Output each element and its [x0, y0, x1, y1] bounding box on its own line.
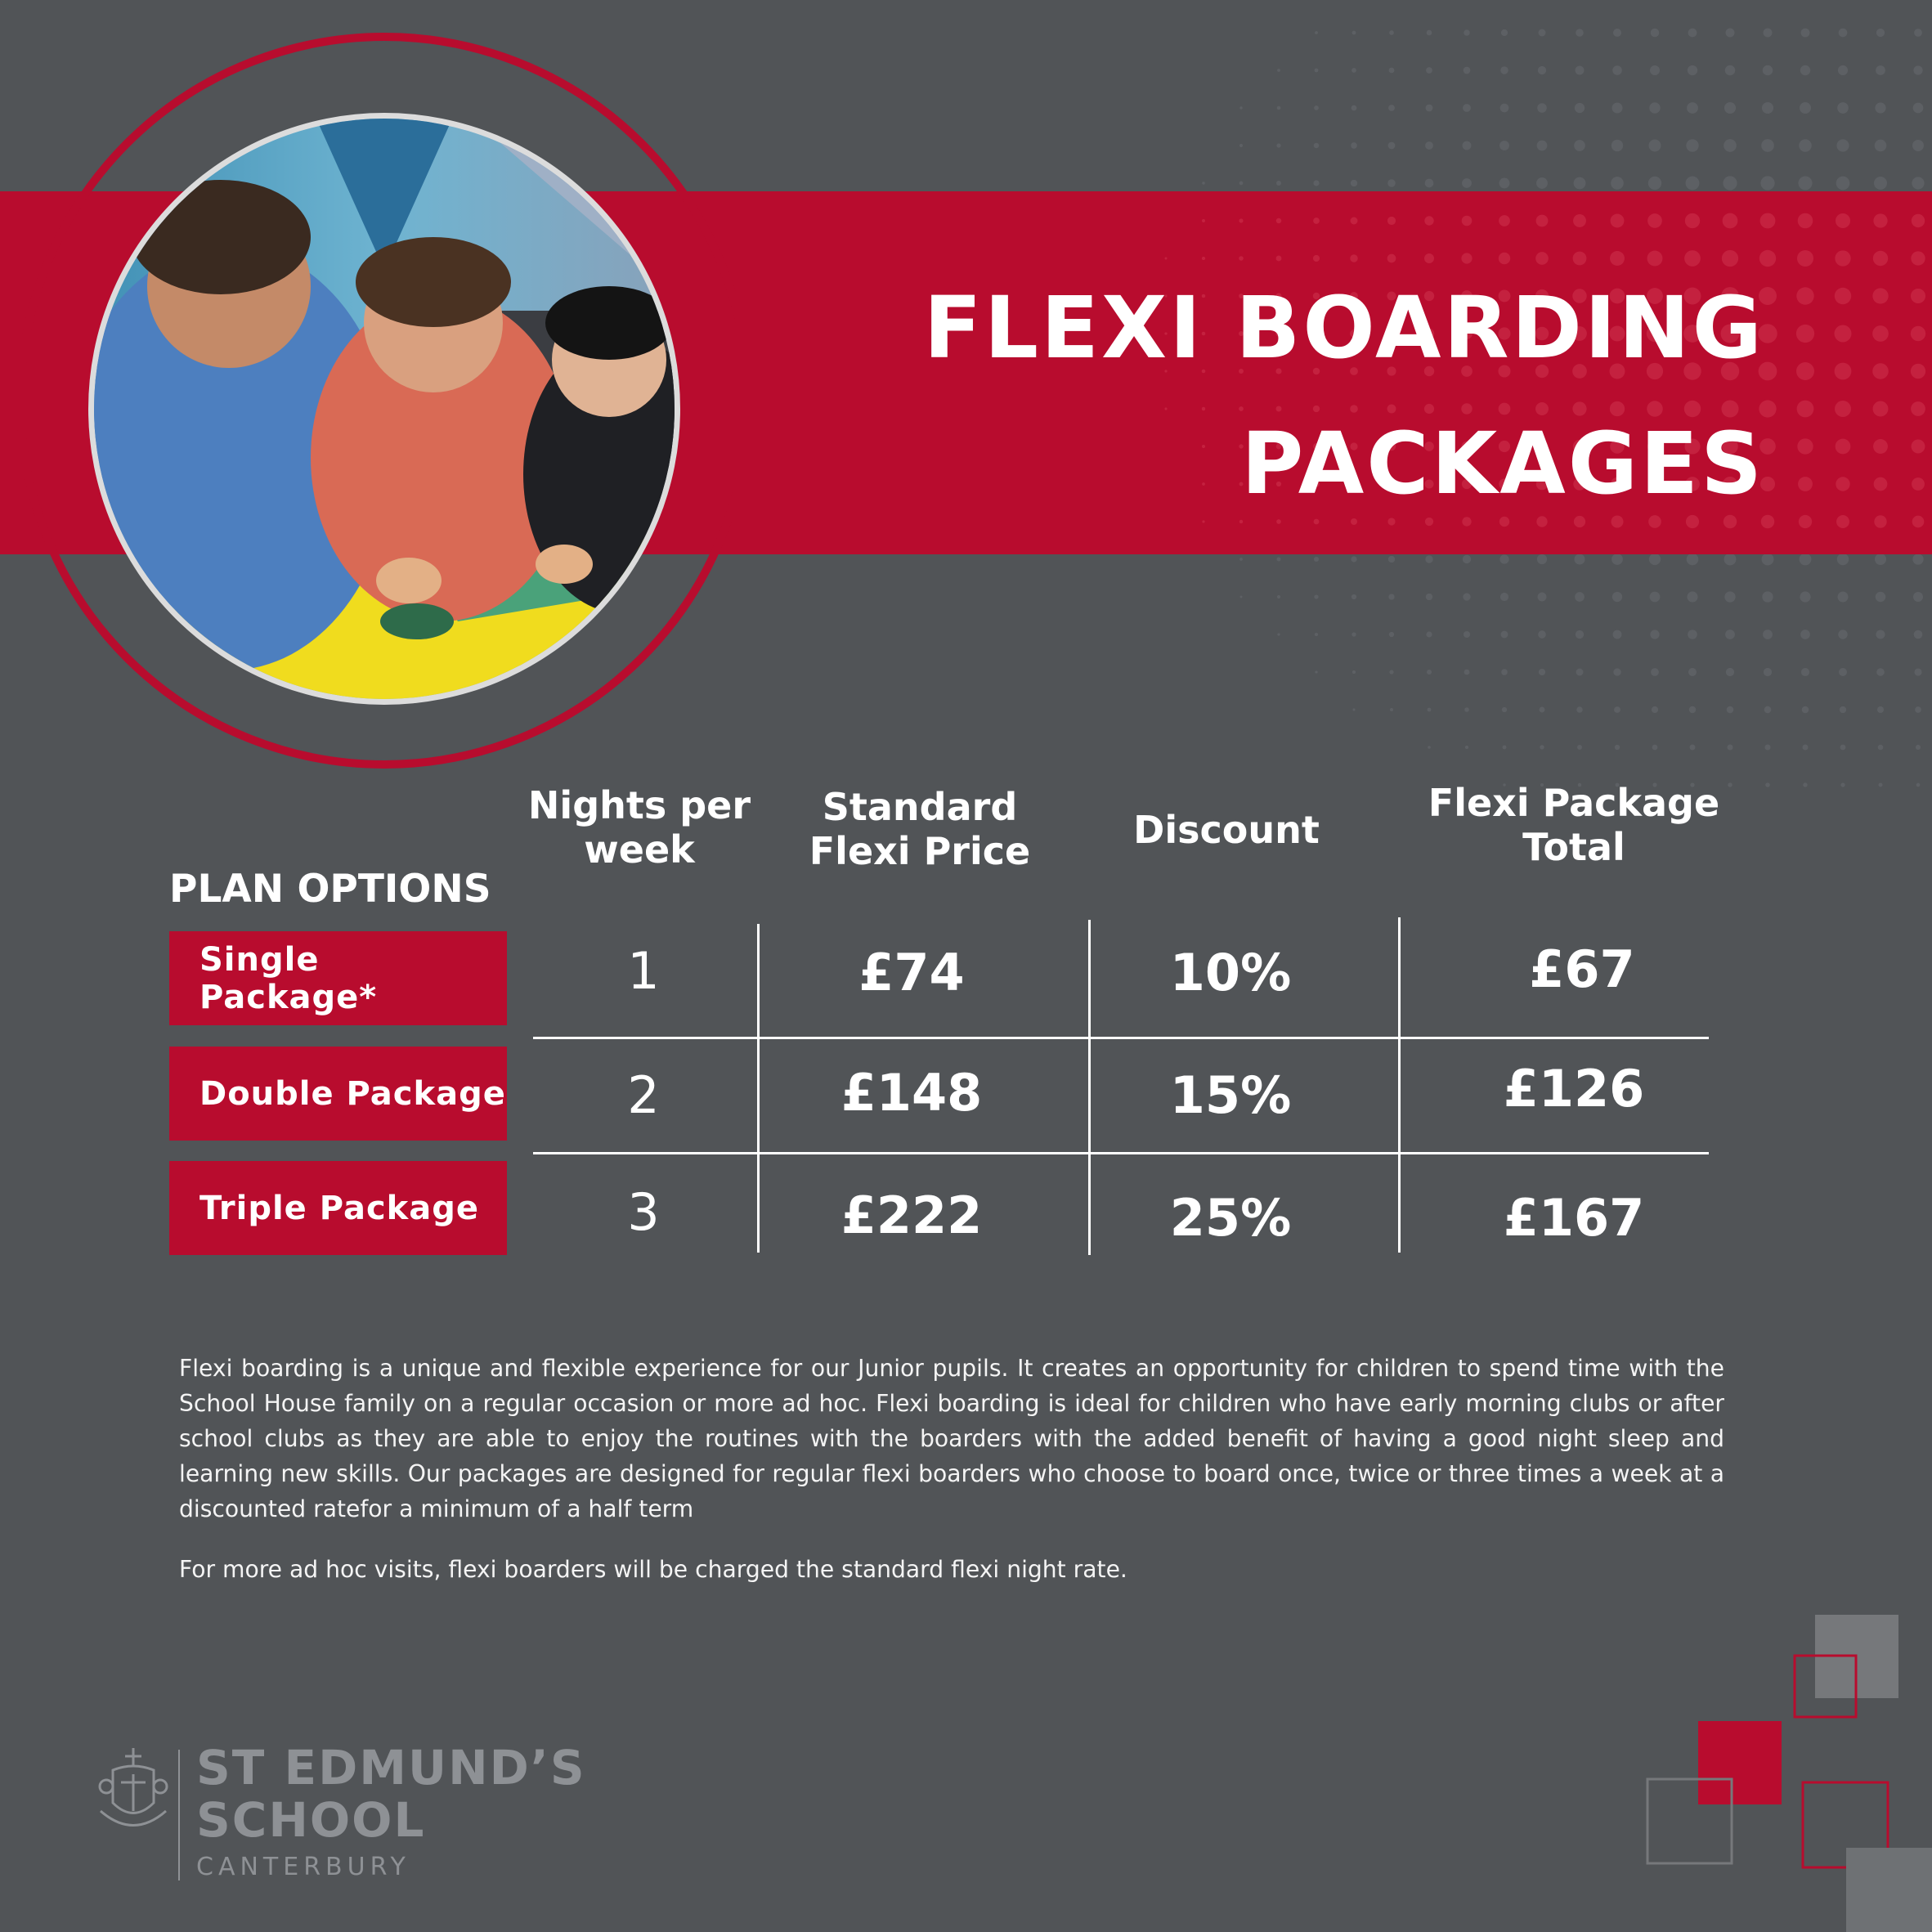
- logo-line-3: CANTERBURY: [196, 1853, 410, 1881]
- double-package-button[interactable]: Double Package: [169, 1047, 507, 1141]
- table-cell-nights: 3: [627, 1182, 660, 1242]
- description-paragraph: Flexi boarding is a unique and flexible experience for our Junior pupils. It creates an opportunity for children to spend time with the School House family on a regular occasion or more ad hoc. Flexi boarding is ideal for children who have early morning clubs or after school clubs as they are able to enjoy the routines with the boarders with the added benefit of having a good night sleep and learning new skills. Our packages are designed for regular flexi boarders who choose to board once, twice or three times a week at a discounted ratefor a minimum of a half term: [179, 1355, 1724, 1522]
- table-cell-discount: 25%: [1169, 1188, 1292, 1248]
- table-cell-nights: 2: [627, 1065, 660, 1125]
- column-header-package-total: Flexi Package Total: [1428, 781, 1720, 869]
- title-line-1: FLEXI BOARDING: [923, 278, 1764, 378]
- triple-package-button[interactable]: Triple Package: [169, 1161, 507, 1255]
- column-header-standard-price: Standard Flexi Price: [809, 785, 1031, 873]
- table-cell-nights: 1: [627, 941, 660, 1001]
- table-cell-discount: 15%: [1169, 1065, 1292, 1125]
- table-cell-price: £148: [840, 1063, 983, 1123]
- column-header-discount: Discount: [1133, 808, 1320, 852]
- logo-line-1: ST EDMUND’S: [196, 1740, 586, 1795]
- table-cell-price: £222: [840, 1186, 983, 1245]
- single-package-button[interactable]: Single Package*: [169, 931, 507, 1025]
- table-cell-price: £74: [858, 943, 965, 1002]
- column-header-nights: Nights per week: [527, 783, 751, 872]
- adhoc-rate-note: For more ad hoc visits, flexi boarders will be charged the standard flexi night rate.: [179, 1556, 1127, 1583]
- logo-line-2: SCHOOL: [196, 1792, 426, 1848]
- table-cell-total: £67: [1529, 939, 1635, 999]
- title-line-2: PACKAGES: [1241, 414, 1764, 513]
- table-cell-total: £126: [1503, 1059, 1645, 1118]
- table-cell-discount: 10%: [1169, 943, 1292, 1002]
- table-cell-total: £167: [1503, 1188, 1645, 1248]
- plan-options-heading: PLAN OPTIONS: [169, 867, 491, 912]
